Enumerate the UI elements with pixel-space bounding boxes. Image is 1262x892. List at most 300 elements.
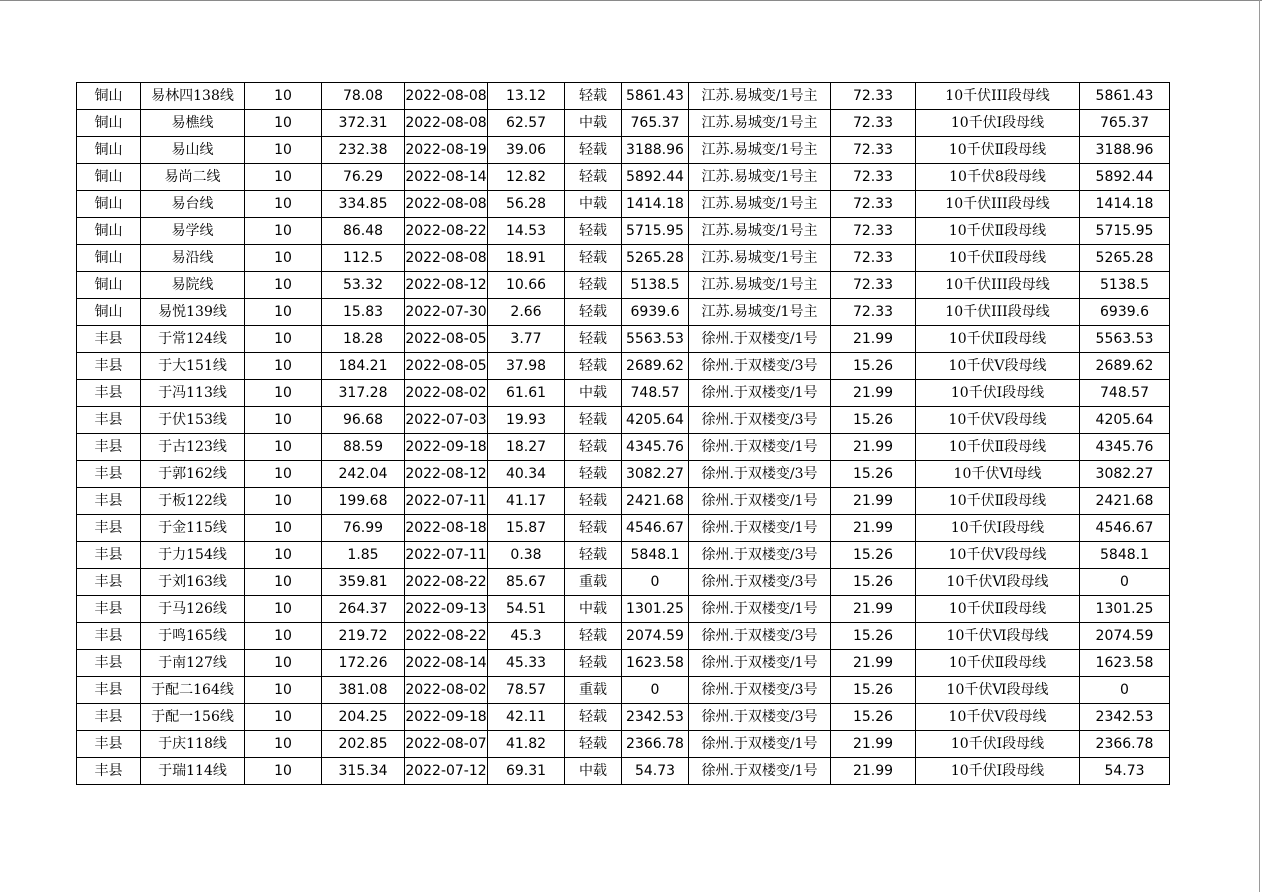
current-cell: 242.04 <box>322 461 405 488</box>
current-cell: 264.37 <box>322 596 405 623</box>
table-row <box>77 677 1170 704</box>
voltage-cell: 10 <box>245 488 322 515</box>
load-status-cell: 中载 <box>565 596 622 623</box>
busbar-cell: 10千伏Ⅴ段母线 <box>916 542 1080 569</box>
table-row <box>77 434 1170 461</box>
load-rate-cell: 45.33 <box>488 650 565 677</box>
voltage-cell: 10 <box>245 461 322 488</box>
load-status-cell: 轻载 <box>565 353 622 380</box>
busbar-cell: 10千伏Ⅴ段母线 <box>916 704 1080 731</box>
substation-transformer-text: 江苏.易城变/1号主 <box>701 115 818 131</box>
open-capacity-cell: 748.57 <box>1080 380 1170 407</box>
district-cell: 铜山 <box>77 164 141 191</box>
open-capacity-cell: 5892.44 <box>1080 164 1170 191</box>
open-capacity-cell: 0 <box>1080 569 1170 596</box>
available-capacity-cell: 1301.25 <box>622 596 689 623</box>
current-cell: 1.85 <box>322 542 405 569</box>
load-status-cell: 轻载 <box>565 650 622 677</box>
load-status-cell: 轻载 <box>565 164 622 191</box>
load-rate-cell: 85.67 <box>488 569 565 596</box>
page-edge-right <box>1259 0 1260 892</box>
voltage-cell: 10 <box>245 731 322 758</box>
line-name-cell: 于刘163线 <box>141 569 245 596</box>
date-cell: 2022-08-08 <box>405 191 488 218</box>
table-row <box>77 704 1170 731</box>
line-name-cell: 于配一156线 <box>141 704 245 731</box>
available-capacity-cell: 4345.76 <box>622 434 689 461</box>
district-cell: 铜山 <box>77 245 141 272</box>
busbar-cell: 10千伏Ⅱ段母线 <box>916 245 1080 272</box>
transformer-load-rate-cell: 72.33 <box>831 191 916 218</box>
open-capacity-cell: 2421.68 <box>1080 488 1170 515</box>
district-cell: 丰县 <box>77 434 141 461</box>
transformer-load-rate-cell: 72.33 <box>831 299 916 326</box>
voltage-cell: 10 <box>245 704 322 731</box>
open-capacity-cell: 2366.78 <box>1080 731 1170 758</box>
voltage-cell: 10 <box>245 110 322 137</box>
voltage-cell: 10 <box>245 164 322 191</box>
load-rate-cell: 10.66 <box>488 272 565 299</box>
transformer-load-rate-cell: 72.33 <box>831 245 916 272</box>
busbar-cell: 10千伏Ⅰ段母线 <box>916 758 1080 785</box>
page-edge-top <box>0 0 1262 1</box>
date-cell: 2022-08-22 <box>405 569 488 596</box>
district-cell: 丰县 <box>77 596 141 623</box>
voltage-cell: 10 <box>245 272 322 299</box>
district-cell: 铜山 <box>77 272 141 299</box>
voltage-cell: 10 <box>245 677 322 704</box>
voltage-cell: 10 <box>245 380 322 407</box>
busbar-cell: 10千伏Ⅵ段母线 <box>916 623 1080 650</box>
load-status-cell: 中载 <box>565 380 622 407</box>
open-capacity-cell: 2689.62 <box>1080 353 1170 380</box>
busbar-cell: 10千伏Ⅰ段母线 <box>916 515 1080 542</box>
open-capacity-cell: 1301.25 <box>1080 596 1170 623</box>
load-status-cell: 中载 <box>565 110 622 137</box>
load-rate-cell: 14.53 <box>488 218 565 245</box>
load-rate-cell: 0.38 <box>488 542 565 569</box>
date-cell: 2022-08-02 <box>405 677 488 704</box>
voltage-cell: 10 <box>245 83 322 110</box>
open-capacity-cell: 2342.53 <box>1080 704 1170 731</box>
transformer-load-rate-cell: 21.99 <box>831 650 916 677</box>
available-capacity-cell: 6939.6 <box>622 299 689 326</box>
voltage-cell: 10 <box>245 191 322 218</box>
open-capacity-cell: 0 <box>1080 677 1170 704</box>
load-rate-cell: 3.77 <box>488 326 565 353</box>
busbar-cell: 10千伏Ⅰ段母线 <box>916 110 1080 137</box>
current-cell: 184.21 <box>322 353 405 380</box>
substation-transformer-text: 徐州.于双楼变/3号 <box>701 412 818 428</box>
available-capacity-cell: 5848.1 <box>622 542 689 569</box>
substation-transformer-cell <box>689 488 831 515</box>
table-row <box>77 515 1170 542</box>
substation-transformer-text: 徐州.于双楼变/3号 <box>701 466 818 482</box>
load-status-cell: 重载 <box>565 677 622 704</box>
load-status-cell: 轻载 <box>565 515 622 542</box>
transformer-load-rate-cell: 15.26 <box>831 542 916 569</box>
table-body <box>77 83 1170 785</box>
table-row <box>77 488 1170 515</box>
date-cell: 2022-08-08 <box>405 110 488 137</box>
available-capacity-cell: 54.73 <box>622 758 689 785</box>
table-row <box>77 272 1170 299</box>
substation-transformer-cell <box>689 704 831 731</box>
substation-transformer-cell <box>689 353 831 380</box>
substation-transformer-text: 徐州.于双楼变/1号 <box>701 331 818 347</box>
district-cell: 丰县 <box>77 677 141 704</box>
line-name-cell: 易樵线 <box>141 110 245 137</box>
substation-transformer-text: 徐州.于双楼变/1号 <box>701 439 818 455</box>
busbar-cell: 10千伏Ⅱ段母线 <box>916 434 1080 461</box>
load-rate-cell: 37.98 <box>488 353 565 380</box>
voltage-cell: 10 <box>245 542 322 569</box>
busbar-cell: 10千伏Ⅱ段母线 <box>916 650 1080 677</box>
substation-transformer-text: 徐州.于双楼变/3号 <box>701 682 818 698</box>
available-capacity-cell: 5138.5 <box>622 272 689 299</box>
load-rate-cell: 19.93 <box>488 407 565 434</box>
load-rate-cell: 15.87 <box>488 515 565 542</box>
substation-transformer-text: 徐州.于双楼变/1号 <box>701 736 818 752</box>
district-cell: 铜山 <box>77 299 141 326</box>
transformer-load-rate-cell: 72.33 <box>831 83 916 110</box>
date-cell: 2022-07-11 <box>405 542 488 569</box>
voltage-cell: 10 <box>245 434 322 461</box>
substation-transformer-cell <box>689 569 831 596</box>
transformer-load-rate-cell: 15.26 <box>831 407 916 434</box>
substation-transformer-text: 江苏.易城变/1号主 <box>701 88 818 104</box>
available-capacity-cell: 2689.62 <box>622 353 689 380</box>
transformer-load-rate-cell: 72.33 <box>831 137 916 164</box>
load-rate-cell: 41.82 <box>488 731 565 758</box>
substation-transformer-text: 江苏.易城变/1号主 <box>701 250 818 266</box>
substation-transformer-text: 江苏.易城变/1号主 <box>701 142 818 158</box>
table-row <box>77 110 1170 137</box>
busbar-cell: 10千伏Ⅱ段母线 <box>916 218 1080 245</box>
date-cell: 2022-09-18 <box>405 434 488 461</box>
substation-transformer-text: 徐州.于双楼变/1号 <box>701 385 818 401</box>
load-status-cell: 轻载 <box>565 461 622 488</box>
substation-transformer-text: 江苏.易城变/1号主 <box>701 169 818 185</box>
substation-transformer-cell <box>689 434 831 461</box>
load-rate-cell: 69.31 <box>488 758 565 785</box>
load-rate-cell: 78.57 <box>488 677 565 704</box>
table-row <box>77 461 1170 488</box>
available-capacity-cell: 1414.18 <box>622 191 689 218</box>
district-cell: 丰县 <box>77 758 141 785</box>
busbar-cell: 10千伏III段母线 <box>916 272 1080 299</box>
busbar-cell: 10千伏Ⅵ母线 <box>916 461 1080 488</box>
substation-transformer-text: 徐州.于双楼变/3号 <box>701 709 818 725</box>
current-cell: 317.28 <box>322 380 405 407</box>
table-row <box>77 569 1170 596</box>
date-cell: 2022-08-05 <box>405 353 488 380</box>
district-cell: 丰县 <box>77 704 141 731</box>
line-name-cell: 于常124线 <box>141 326 245 353</box>
date-cell: 2022-08-05 <box>405 326 488 353</box>
busbar-cell: 10千伏Ⅴ段母线 <box>916 353 1080 380</box>
load-status-cell: 轻载 <box>565 704 622 731</box>
district-cell: 丰县 <box>77 407 141 434</box>
line-name-cell: 易学线 <box>141 218 245 245</box>
transformer-load-rate-cell: 21.99 <box>831 488 916 515</box>
table-row <box>77 380 1170 407</box>
district-cell: 丰县 <box>77 488 141 515</box>
transformer-load-rate-cell: 15.26 <box>831 569 916 596</box>
district-cell: 铜山 <box>77 110 141 137</box>
current-cell: 88.59 <box>322 434 405 461</box>
load-rate-cell: 45.3 <box>488 623 565 650</box>
current-cell: 204.25 <box>322 704 405 731</box>
available-capacity-cell: 5265.28 <box>622 245 689 272</box>
substation-transformer-text: 徐州.于双楼变/1号 <box>701 601 818 617</box>
current-cell: 202.85 <box>322 731 405 758</box>
open-capacity-cell: 54.73 <box>1080 758 1170 785</box>
load-status-cell: 轻载 <box>565 434 622 461</box>
district-cell: 丰县 <box>77 731 141 758</box>
busbar-cell: 10千伏Ⅰ段母线 <box>916 731 1080 758</box>
voltage-cell: 10 <box>245 218 322 245</box>
feeder-load-table <box>76 82 1170 785</box>
load-status-cell: 轻载 <box>565 218 622 245</box>
substation-transformer-text: 徐州.于双楼变/3号 <box>701 358 818 374</box>
current-cell: 96.68 <box>322 407 405 434</box>
table-row <box>77 164 1170 191</box>
substation-transformer-cell <box>689 110 831 137</box>
voltage-cell: 10 <box>245 137 322 164</box>
voltage-cell: 10 <box>245 245 322 272</box>
load-status-cell: 轻载 <box>565 137 622 164</box>
line-name-cell: 于庆118线 <box>141 731 245 758</box>
line-name-cell: 于古123线 <box>141 434 245 461</box>
transformer-load-rate-cell: 21.99 <box>831 731 916 758</box>
available-capacity-cell: 5715.95 <box>622 218 689 245</box>
transformer-load-rate-cell: 15.26 <box>831 677 916 704</box>
table-row <box>77 731 1170 758</box>
substation-transformer-text: 徐州.于双楼变/1号 <box>701 493 818 509</box>
open-capacity-cell: 5563.53 <box>1080 326 1170 353</box>
district-cell: 铜山 <box>77 83 141 110</box>
transformer-load-rate-cell: 21.99 <box>831 326 916 353</box>
substation-transformer-cell <box>689 245 831 272</box>
available-capacity-cell: 3082.27 <box>622 461 689 488</box>
busbar-cell: 10千伏III段母线 <box>916 83 1080 110</box>
load-rate-cell: 62.57 <box>488 110 565 137</box>
district-cell: 丰县 <box>77 515 141 542</box>
available-capacity-cell: 4205.64 <box>622 407 689 434</box>
available-capacity-cell: 5563.53 <box>622 326 689 353</box>
busbar-cell: 10千伏Ⅵ段母线 <box>916 569 1080 596</box>
available-capacity-cell: 2342.53 <box>622 704 689 731</box>
substation-transformer-cell <box>689 596 831 623</box>
substation-transformer-cell <box>689 758 831 785</box>
substation-transformer-text: 江苏.易城变/1号主 <box>701 196 818 212</box>
substation-transformer-cell <box>689 650 831 677</box>
load-status-cell: 轻载 <box>565 299 622 326</box>
busbar-cell: 10千伏Ⅰ段母线 <box>916 380 1080 407</box>
current-cell: 76.29 <box>322 164 405 191</box>
load-status-cell: 轻载 <box>565 245 622 272</box>
substation-transformer-text: 徐州.于双楼变/1号 <box>701 655 818 671</box>
district-cell: 丰县 <box>77 326 141 353</box>
busbar-cell: 10千伏Ⅱ段母线 <box>916 326 1080 353</box>
table-row <box>77 299 1170 326</box>
busbar-cell: 10千伏Ⅴ段母线 <box>916 407 1080 434</box>
table-row <box>77 353 1170 380</box>
date-cell: 2022-07-12 <box>405 758 488 785</box>
substation-transformer-cell <box>689 137 831 164</box>
table-row <box>77 542 1170 569</box>
open-capacity-cell: 765.37 <box>1080 110 1170 137</box>
available-capacity-cell: 5861.43 <box>622 83 689 110</box>
substation-transformer-text: 徐州.于双楼变/1号 <box>701 763 818 779</box>
district-cell: 丰县 <box>77 380 141 407</box>
current-cell: 381.08 <box>322 677 405 704</box>
district-cell: 丰县 <box>77 461 141 488</box>
line-name-cell: 于郭162线 <box>141 461 245 488</box>
substation-transformer-text: 徐州.于双楼变/3号 <box>701 628 818 644</box>
substation-transformer-cell <box>689 191 831 218</box>
substation-transformer-cell <box>689 623 831 650</box>
date-cell: 2022-07-03 <box>405 407 488 434</box>
load-rate-cell: 2.66 <box>488 299 565 326</box>
substation-transformer-text: 江苏.易城变/1号主 <box>701 304 818 320</box>
date-cell: 2022-09-18 <box>405 704 488 731</box>
line-name-cell: 于马126线 <box>141 596 245 623</box>
load-status-cell: 轻载 <box>565 326 622 353</box>
load-rate-cell: 42.11 <box>488 704 565 731</box>
date-cell: 2022-08-08 <box>405 83 488 110</box>
available-capacity-cell: 2366.78 <box>622 731 689 758</box>
line-name-cell: 于南127线 <box>141 650 245 677</box>
load-status-cell: 轻载 <box>565 272 622 299</box>
current-cell: 199.68 <box>322 488 405 515</box>
line-name-cell: 易林四138线 <box>141 83 245 110</box>
current-cell: 372.31 <box>322 110 405 137</box>
table-row <box>77 218 1170 245</box>
current-cell: 78.08 <box>322 83 405 110</box>
substation-transformer-cell <box>689 299 831 326</box>
available-capacity-cell: 2074.59 <box>622 623 689 650</box>
load-rate-cell: 41.17 <box>488 488 565 515</box>
substation-transformer-text: 江苏.易城变/1号主 <box>701 277 818 293</box>
load-rate-cell: 12.82 <box>488 164 565 191</box>
district-cell: 丰县 <box>77 569 141 596</box>
current-cell: 172.26 <box>322 650 405 677</box>
date-cell: 2022-08-22 <box>405 623 488 650</box>
substation-transformer-cell <box>689 164 831 191</box>
transformer-load-rate-cell: 15.26 <box>831 704 916 731</box>
date-cell: 2022-08-12 <box>405 272 488 299</box>
transformer-load-rate-cell: 15.26 <box>831 623 916 650</box>
available-capacity-cell: 5892.44 <box>622 164 689 191</box>
district-cell: 丰县 <box>77 623 141 650</box>
busbar-cell: 10千伏Ⅱ段母线 <box>916 596 1080 623</box>
district-cell: 铜山 <box>77 218 141 245</box>
load-rate-cell: 18.27 <box>488 434 565 461</box>
available-capacity-cell: 0 <box>622 677 689 704</box>
available-capacity-cell: 748.57 <box>622 380 689 407</box>
district-cell: 铜山 <box>77 191 141 218</box>
open-capacity-cell: 1414.18 <box>1080 191 1170 218</box>
date-cell: 2022-08-14 <box>405 650 488 677</box>
table-row <box>77 758 1170 785</box>
substation-transformer-cell <box>689 218 831 245</box>
voltage-cell: 10 <box>245 515 322 542</box>
load-rate-cell: 18.91 <box>488 245 565 272</box>
date-cell: 2022-07-30 <box>405 299 488 326</box>
transformer-load-rate-cell: 21.99 <box>831 434 916 461</box>
substation-transformer-cell <box>689 272 831 299</box>
district-cell: 丰县 <box>77 353 141 380</box>
table-row <box>77 623 1170 650</box>
available-capacity-cell: 0 <box>622 569 689 596</box>
load-rate-cell: 54.51 <box>488 596 565 623</box>
line-name-cell: 于配二164线 <box>141 677 245 704</box>
load-rate-cell: 56.28 <box>488 191 565 218</box>
date-cell: 2022-08-07 <box>405 731 488 758</box>
line-name-cell: 于瑞114线 <box>141 758 245 785</box>
line-name-cell: 于伏153线 <box>141 407 245 434</box>
date-cell: 2022-08-12 <box>405 461 488 488</box>
voltage-cell: 10 <box>245 353 322 380</box>
substation-transformer-cell <box>689 407 831 434</box>
substation-transformer-cell <box>689 83 831 110</box>
date-cell: 2022-08-08 <box>405 245 488 272</box>
line-name-cell: 于板122线 <box>141 488 245 515</box>
busbar-cell: 10千伏Ⅱ段母线 <box>916 488 1080 515</box>
transformer-load-rate-cell: 72.33 <box>831 110 916 137</box>
open-capacity-cell: 5861.43 <box>1080 83 1170 110</box>
line-name-cell: 于冯113线 <box>141 380 245 407</box>
available-capacity-cell: 4546.67 <box>622 515 689 542</box>
load-status-cell: 轻载 <box>565 407 622 434</box>
transformer-load-rate-cell: 72.33 <box>831 272 916 299</box>
line-name-cell: 于鸣165线 <box>141 623 245 650</box>
load-status-cell: 轻载 <box>565 542 622 569</box>
substation-transformer-cell <box>689 731 831 758</box>
date-cell: 2022-08-22 <box>405 218 488 245</box>
substation-transformer-text: 江苏.易城变/1号主 <box>701 223 818 239</box>
load-status-cell: 轻载 <box>565 488 622 515</box>
current-cell: 76.99 <box>322 515 405 542</box>
open-capacity-cell: 5265.28 <box>1080 245 1170 272</box>
load-rate-cell: 13.12 <box>488 83 565 110</box>
line-name-cell: 易山线 <box>141 137 245 164</box>
voltage-cell: 10 <box>245 623 322 650</box>
current-cell: 219.72 <box>322 623 405 650</box>
transformer-load-rate-cell: 72.33 <box>831 164 916 191</box>
district-cell: 丰县 <box>77 650 141 677</box>
district-cell: 铜山 <box>77 137 141 164</box>
substation-transformer-cell <box>689 326 831 353</box>
open-capacity-cell: 1623.58 <box>1080 650 1170 677</box>
substation-transformer-text: 徐州.于双楼变/3号 <box>701 547 818 563</box>
load-status-cell: 重载 <box>565 569 622 596</box>
load-status-cell: 轻载 <box>565 623 622 650</box>
table-row <box>77 326 1170 353</box>
line-name-cell: 易悦139线 <box>141 299 245 326</box>
transformer-load-rate-cell: 21.99 <box>831 596 916 623</box>
available-capacity-cell: 3188.96 <box>622 137 689 164</box>
table-row <box>77 137 1170 164</box>
table-row <box>77 650 1170 677</box>
table-row <box>77 407 1170 434</box>
date-cell: 2022-07-11 <box>405 488 488 515</box>
current-cell: 232.38 <box>322 137 405 164</box>
line-name-cell: 易院线 <box>141 272 245 299</box>
date-cell: 2022-08-18 <box>405 515 488 542</box>
